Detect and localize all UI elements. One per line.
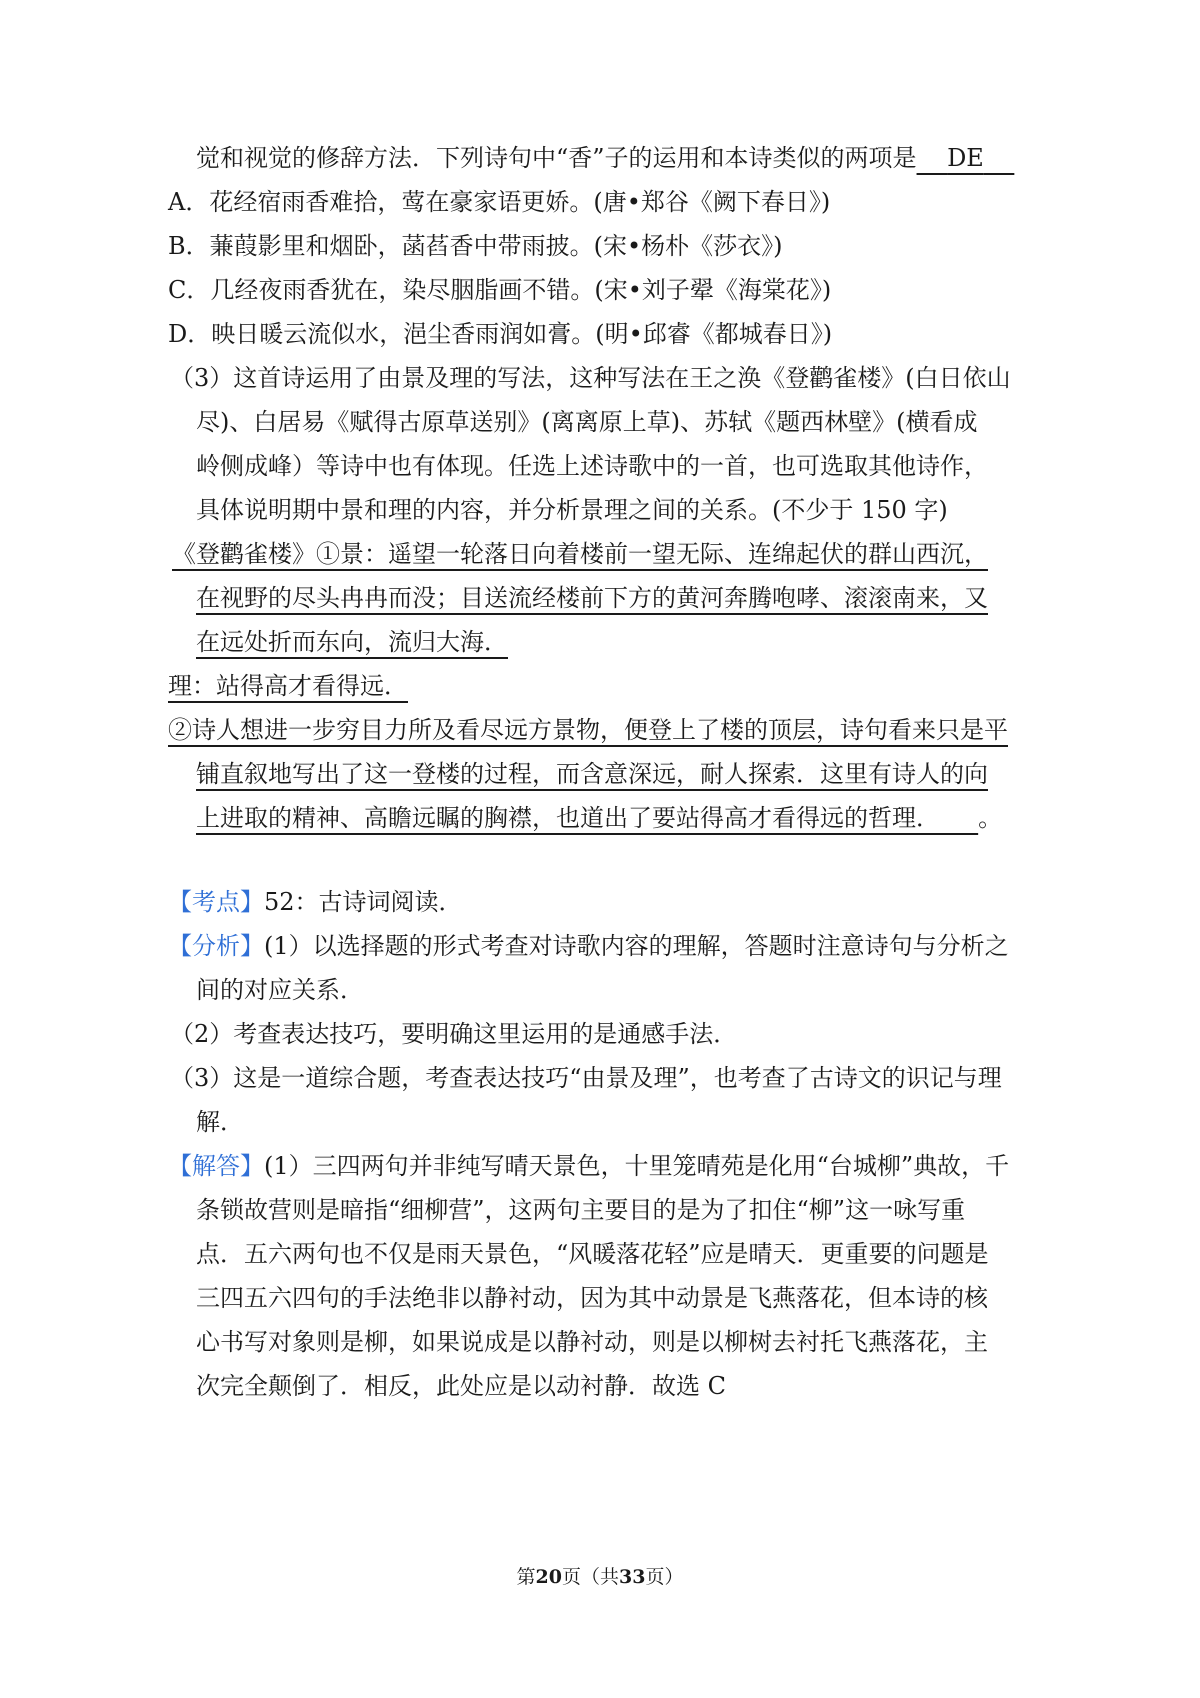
fenxi-tag: 【分析】 xyxy=(168,932,264,960)
q3-answer-line: 理：站得高才看得远． xyxy=(168,672,408,700)
jieda-line: 条锁故营则是暗指“细柳营”，这两句主要目的是为了扣住“柳”这一咏写重 xyxy=(196,1196,966,1224)
q2-answer: DE xyxy=(947,144,984,172)
kaodian-text: 52：古诗词阅读． xyxy=(264,888,463,916)
q2-option-b: B．蒹葭影里和烟卧，菡萏香中带雨披。(宋•杨朴《莎衣》) xyxy=(168,232,783,260)
q2-option-a: A．花经宿雨香难拾，莺在豪家语更娇。(唐•郑谷《阙下春日》) xyxy=(168,188,831,216)
page-number: 20 xyxy=(535,1566,562,1588)
fenxi-line: 解． xyxy=(196,1108,244,1136)
jieda-line: 心书写对象则是柳，如果说成是以静衬动，则是以柳树去衬托飞燕落花，主 xyxy=(196,1328,988,1356)
q3-answer-line: 在远处折而东向，流归大海． xyxy=(196,628,508,656)
jieda-line: 三四五六四句的手法绝非以静衬动，因为其中动景是飞燕落花，但本诗的核 xyxy=(196,1284,988,1312)
fenxi-line: 间的对应关系． xyxy=(196,976,364,1004)
kaodian-tag: 【考点】 xyxy=(168,888,264,916)
jieda-tag: 【解答】 xyxy=(168,1152,264,1180)
page-footer: 第20页（共33页） xyxy=(516,1566,684,1588)
q3-answer-line: 《登鹳雀楼》①景：遥望一轮落日向着楼前一望无际、连绵起伏的群山西沉， xyxy=(172,540,988,568)
jieda-line: 点．五六两句也不仅是雨天景色，“风暖落花轻”应是晴天．更重要的问题是 xyxy=(196,1240,989,1268)
q2-option-d: D．映日暖云流似水，浥尘香雨润如膏。(明•邱睿《都城春日》) xyxy=(168,320,833,348)
q3-answer-line: 在视野的尽头冉冉而没；目送流经楼前下方的黄河奔腾咆哮、滚滚南来，又 xyxy=(196,584,988,612)
q2-intro-line xyxy=(196,142,1014,174)
q3-end-mark: 。 xyxy=(978,804,1003,832)
fenxi-line: 【分析】(1）以选择题的形式考查对诗歌内容的理解，答题时注意诗句与分析之 xyxy=(168,932,1009,960)
jieda-line: 【解答】(1）三四两句并非纯写晴天景色，十里笼晴苑是化用“台城柳”典故，千 xyxy=(168,1152,1010,1180)
q3-answer-line: 铺直叙地写出了这一登楼的过程，而含意深远，耐人探索．这里有诗人的向 xyxy=(196,760,988,788)
jieda-line: 次完全颠倒了．相反，此处应是以动衬静．故选 C xyxy=(196,1372,726,1400)
q3-answer-last-line: 上进取的精神、高瞻远瞩的胸襟，也道出了要站得高才看得远的哲理． 。 xyxy=(196,804,1003,832)
q3-line: 岭侧成峰）等诗中也有体现。任选上述诗歌中的一首，也可选取其他诗作， xyxy=(196,452,988,480)
q3-line: 具体说明期中景和理的内容，并分析景理之间的关系。(不少于 150 字) xyxy=(196,496,948,524)
fenxi-line: （2）考查表达技巧，要明确这里运用的是通感手法． xyxy=(170,1020,738,1048)
q2-option-c: C．几经夜雨香犹在，染尽胭脂画不错。(宋•刘子翚《海棠花》) xyxy=(168,276,832,304)
fenxi-line: （3）这是一道综合题，考查表达技巧“由景及理”，也考查了古诗文的识记与理 xyxy=(170,1064,1002,1092)
q2-intro-text: 觉和视觉的修辞方法．下列诗句中“香”子的运用和本诗类似的两项是 xyxy=(196,144,917,172)
q3-line: （3）这首诗运用了由景及理的写法，这种写法在王之涣《登鹳雀楼》(白日依山 xyxy=(170,364,1011,392)
page-total: 33 xyxy=(619,1566,646,1588)
kaodian-line xyxy=(168,886,463,918)
q3-line: 尽)、白居易《赋得古原草送别》(离离原上草)、苏轼《题西林壁》(横看成 xyxy=(196,408,978,436)
q3-answer-line: ②诗人想进一步穷目力所及看尽远方景物，便登上了楼的顶层，诗句看来只是平 xyxy=(168,716,1008,744)
